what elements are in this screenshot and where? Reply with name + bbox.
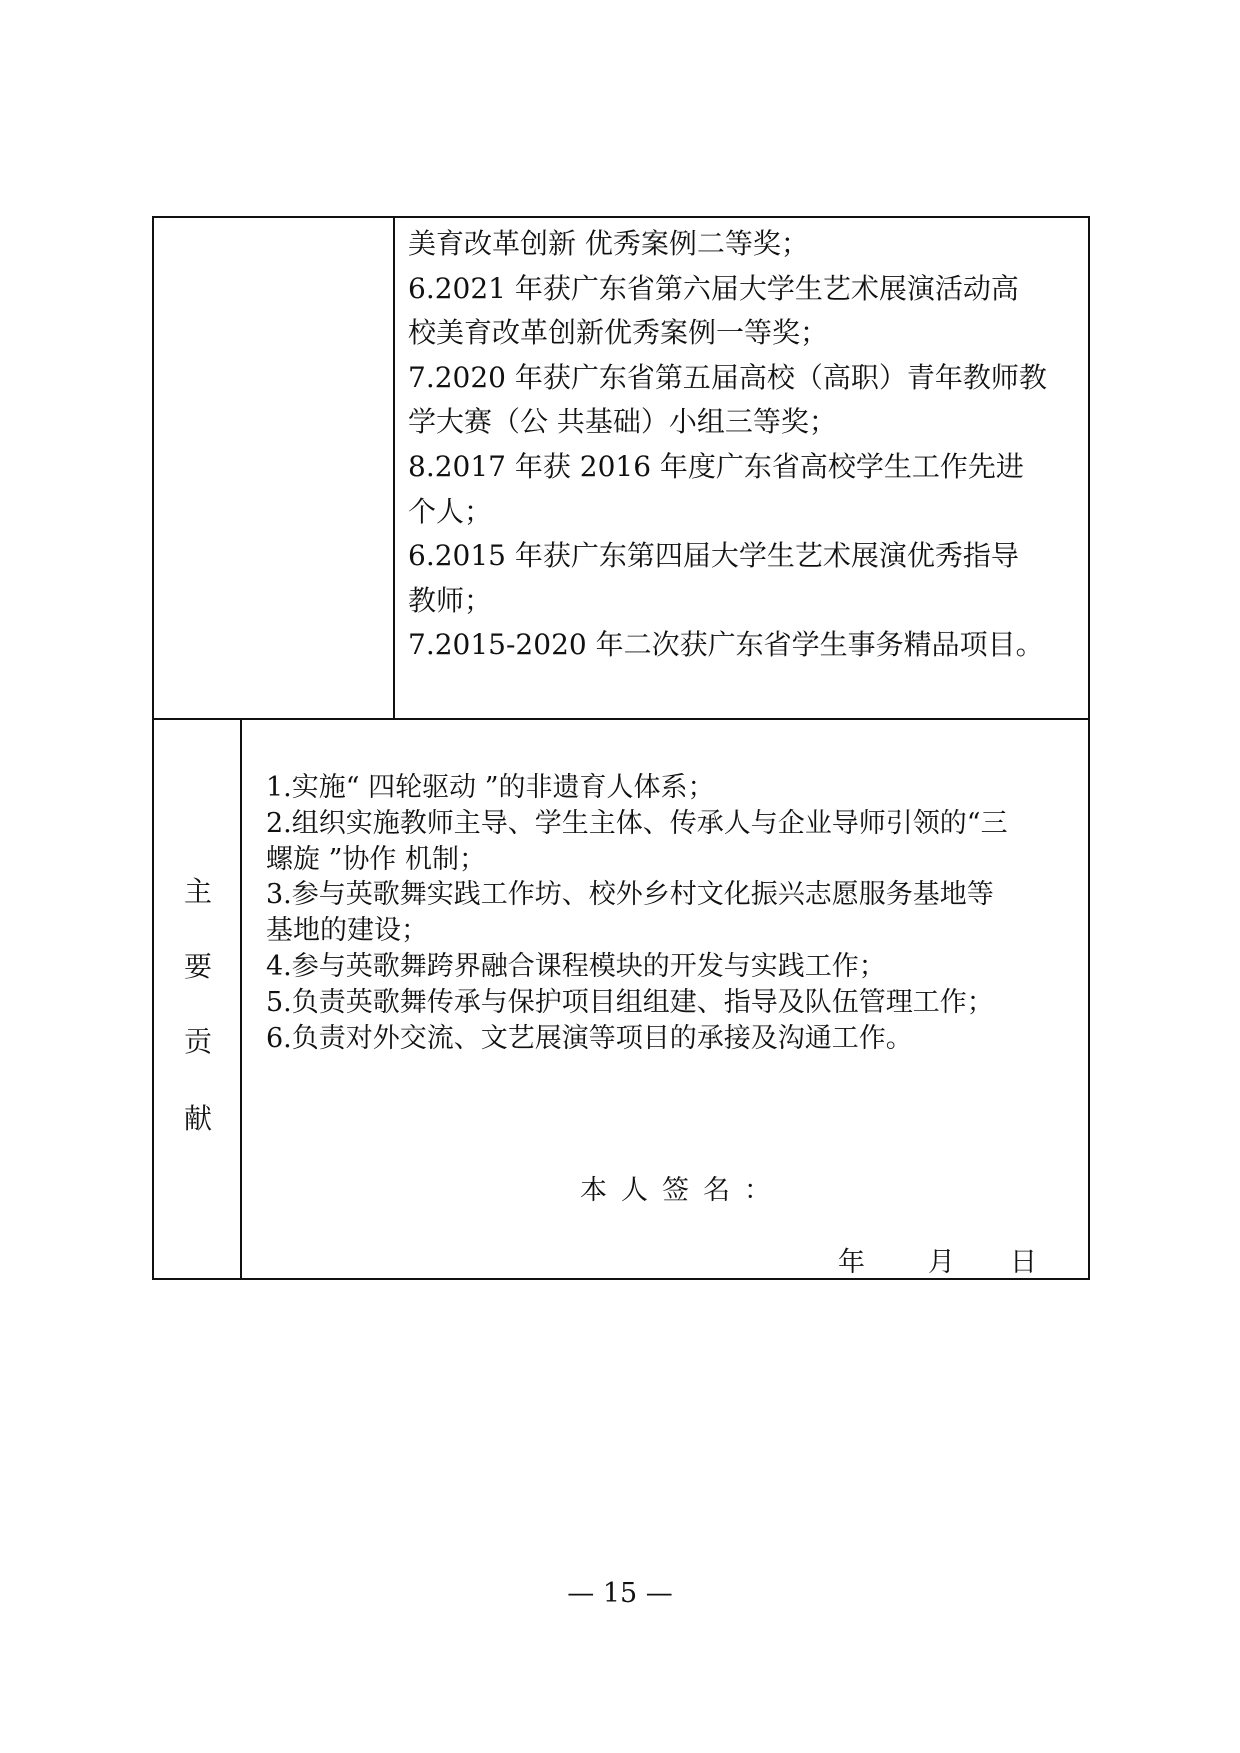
awards-line: 美育改革创新 优秀案例二等奖； <box>408 227 809 260</box>
contribution-line: 2.组织实施教师主导、学生主体、传承人与企业导师引领的“三 <box>266 807 1008 839</box>
table-left-border <box>152 216 154 1280</box>
contribution-label-char: 献 <box>183 1102 212 1135</box>
contribution-column-divider <box>240 718 242 1279</box>
date-month: 月 <box>928 1247 955 1278</box>
contribution-label-char: 主 <box>183 875 212 908</box>
awards-line: 校美育改革创新优秀案例一等奖； <box>408 316 829 350</box>
contribution-cell <box>266 770 1088 1056</box>
contribution-line: 4.参与英歌舞跨界融合课程模块的开发与实践工作； <box>266 950 886 982</box>
awards-line: 6.2015 年获广东第四届大学生艺术展演优秀指导 <box>408 539 1019 573</box>
signature-label: 本人签名： <box>580 1175 785 1206</box>
awards-line: 个人； <box>408 494 493 528</box>
awards-line: 7.2020 年获广东省第五届高校（高职）青年教师教 <box>408 360 1047 394</box>
awards-line: 教师； <box>408 583 493 617</box>
contribution-line: 1.实施“ 四轮驱动 ”的非遗育人体系； <box>266 772 715 803</box>
table-right-border <box>1088 216 1090 1280</box>
contribution-line: 基地的建设； <box>266 915 428 947</box>
awards-line: 8.2017 年获 2016 年度广东省高校学生工作先进 <box>408 449 1024 483</box>
awards-line: 6.2021 年获广东省第六届大学生艺术展演活动高 <box>408 271 1019 305</box>
page-number: — 15 — <box>567 1578 673 1609</box>
contribution-line: 6.负责对外交流、文艺展演等项目的承接及沟通工作。 <box>266 1022 913 1054</box>
row-divider <box>152 718 1090 720</box>
awards-line: 学大赛（公 共基础）小组三等奖； <box>408 405 837 439</box>
contribution-line: 5.负责英歌舞传承与保护项目组组建、指导及队伍管理工作； <box>266 986 994 1018</box>
awards-column-divider <box>393 216 395 719</box>
awards-cell <box>408 222 1088 668</box>
contribution-line: 螺旋 ”协作 机制； <box>266 843 486 875</box>
table-top-border <box>152 216 1090 218</box>
contribution-label-char: 要 <box>183 950 212 983</box>
contribution-line: 3.参与英歌舞实践工作坊、校外乡村文化振兴志愿服务基地等 <box>266 879 994 911</box>
awards-line: 7.2015-2020 年二次获广东省学生事务精品项目。 <box>408 628 1044 662</box>
date-day: 日 <box>1010 1247 1037 1278</box>
contribution-label-char: 贡 <box>183 1025 212 1058</box>
date-year: 年 <box>838 1247 865 1278</box>
